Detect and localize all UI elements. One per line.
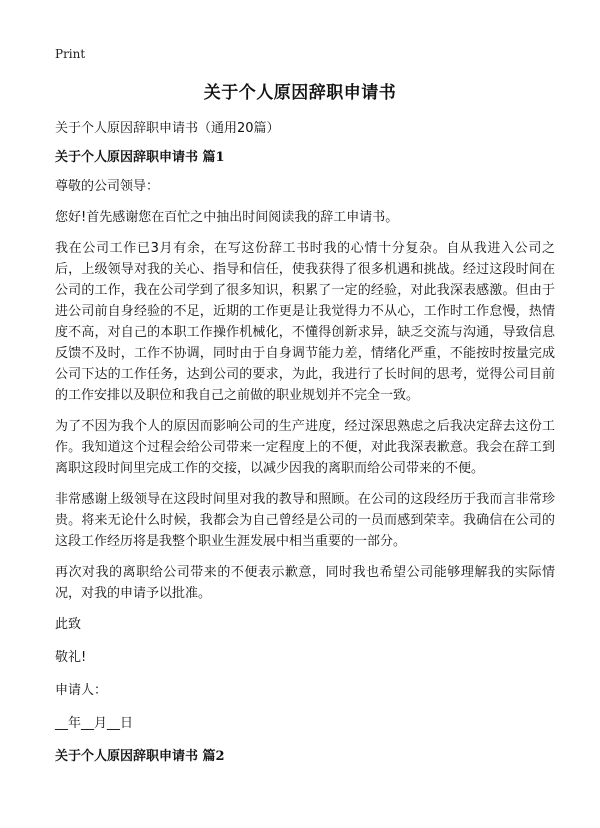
paragraph-3: 为了不因为我个人的原因而影响公司的生产进度，经过深思熟虑之后我决定辞去这份工作。我知道这个过程会给公司带来一定程度上的不便，对此我深表歉意。我会在辞工到离职这段时间里完成工作的交接，以减少因我的离职而给公司带来的不便。 [55,419,555,476]
greeting: 尊敬的公司领导： [55,179,160,194]
applicant-label: 申请人： [55,683,108,698]
document-body [55,118,555,775]
paragraph-1: 您好!首先感谢您在百忙之中抽出时间阅读我的辞工申请书。 [55,210,399,225]
closing-line-1: 此致 [55,617,82,632]
date-line: __年__月__日 [55,716,134,731]
paragraph-4: 非常感谢上级领导在这段时间里对我的教导和照顾。在公司的这段经历于我而言非常珍贵。将来无论什么时候，我都会为自己曾经是公司的一员而感到荣幸。我确信在公司的这段工作经历将是我整个职业生涯发展中相当重要的一部分。 [55,492,555,549]
section-heading-text: 关于个人原因辞职申请书 篇 [55,749,216,764]
section-heading-2 [55,746,555,767]
section-number: 1 [215,150,225,165]
print-link[interactable]: Print [55,47,86,61]
page-title: 关于个人原因辞职申请书 [203,83,397,103]
section-heading-1 [55,147,555,168]
section-number: 2 [215,749,225,764]
closing-line-2: 敬礼! [55,650,87,665]
paragraph-5: 再次对我的离职给公司带来的不便表示歉意，同时我也希望公司能够理解我的实际情况，对我的申请予以批准。 [55,565,555,601]
paragraph-2: 我在公司工作已3月有余，在写这份辞工书时我的心情十分复杂。自从我进入公司之后，上级领导对我的关心、指导和信任，使我获得了很多机遇和挑战。经过这段时间在公司的工作，我在公司学到了很多知识，积累了一定的经验，对此我深表感激。但由于进公司前自身经验的不足，近期的工作更是让我觉得力不从心，工作时工作怠慢，热情度不高，对自己的本职工作操作机械化，不懂得创新求异，缺乏交流与沟通，导致信息反馈不及时，工作不协调，同时由于自身调节能力差，情绪化严重，不能按时按量完成公司下达的工作任务，达到公司的要求，为此，我进行了长时间的思考，觉得公司目前的工作安排以及职位和我自己之前做的职业规划并不完全一致。 [55,241,555,403]
section-heading-text: 关于个人原因辞职申请书 篇 [55,150,216,165]
document-subtitle: 关于个人原因辞职申请书（通用20篇） [55,121,280,136]
